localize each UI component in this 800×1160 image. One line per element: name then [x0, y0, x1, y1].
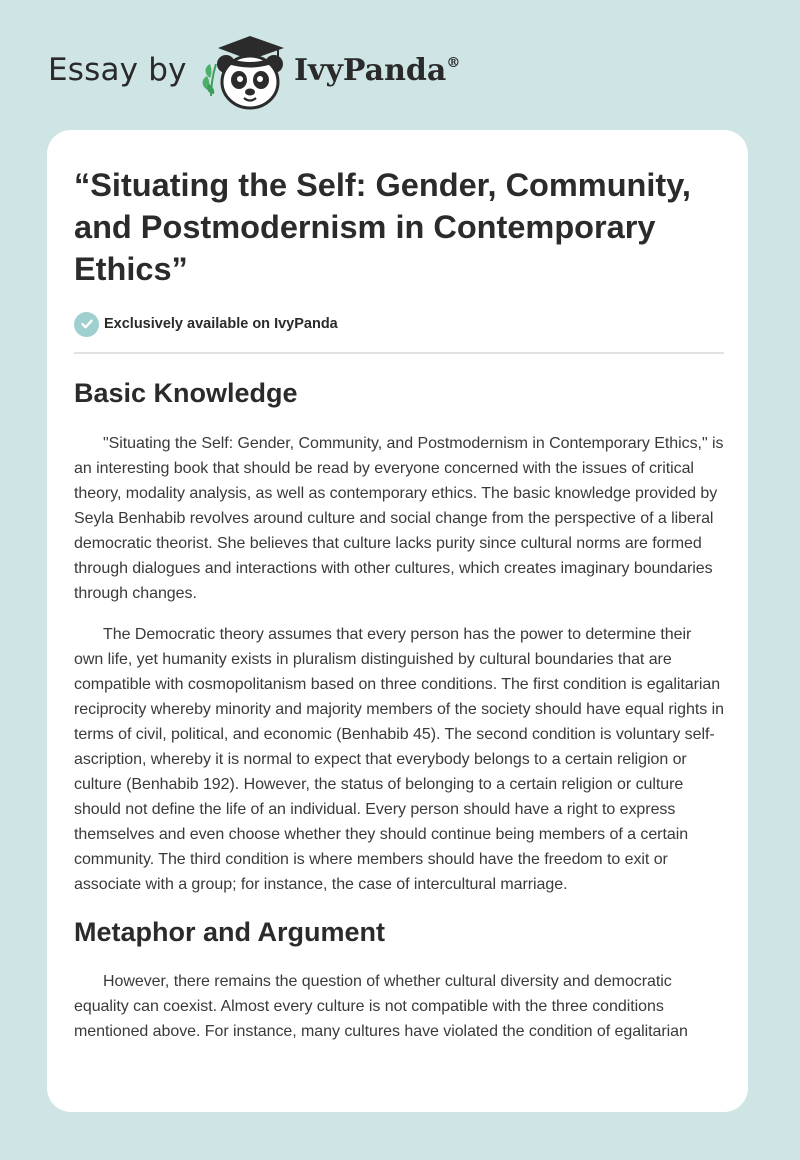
- essay-title: “Situating the Self: Gender, Community, and Postmodernism in Contemporary Ethics”: [74, 167, 691, 287]
- exclusive-badge: [74, 311, 724, 337]
- essay-card: [47, 130, 748, 1112]
- divider: [74, 352, 724, 354]
- registered-mark: ®: [446, 55, 461, 71]
- paragraph: "Situating the Self: Gender, Community, and Postmodernism in Contemporary Ethics," is an interesting book that should be read by everyone concerned with the issues of critical theory, modality analysis, as well as contemporary ethics. The basic knowledge provided by Seyla Benhabib revolves around culture and social change from the perspective of a liberal democratic theorist. She believes that culture lacks purity since cultural norms are formed through dialogues and interactions with other cultures, which creates imaginary boundaries through changes.: [74, 435, 724, 602]
- section-heading-metaphor-and-argument: Metaphor and Argument: [74, 917, 386, 947]
- check-circle-icon: [74, 312, 99, 337]
- section-heading-basic-knowledge: Basic Knowledge: [74, 378, 298, 408]
- paragraph: However, there remains the question of whether cultural diversity and democratic equality can coexist. Almost every culture is not compatible with the three conditions mentioned above. For instance, many cultures have violated the condition of egalitarian: [74, 973, 688, 1040]
- brand-name[interactable]: [294, 53, 460, 88]
- essay-content: [74, 164, 724, 1044]
- site-header: [0, 0, 800, 130]
- paragraph: The Democratic theory assumes that every person has the power to determine their own life, yet humanity exists in pluralism distinguished by cultural boundaries that are compatible with cosmopolitanism based on three conditions. The first condition is egalitarian reciprocity whereby minority and majority members of the society should have equal rights in terms of civil, political, and economic (Benhabib 45). The second condition is voluntary self-ascription, whereby it is normal to expect that everybody belongs to a certain religion or culture (Benhabib 192). However, the status of belonging to a certain religion or culture should not define the life of an individual. Every person should have a right to express themselves and even choose whether they should continue being members of a certain community. The third condition is where members should have the freedom to exit or associate with a group; for instance, the case of intercultural marriage.: [74, 626, 724, 893]
- essay-by-label: Essay by: [48, 52, 187, 88]
- exclusive-text: Exclusively available on IvyPanda: [104, 316, 338, 332]
- panda-graduation-cap-icon[interactable]: [198, 34, 294, 114]
- brand-name-text: IvyPanda: [294, 53, 447, 88]
